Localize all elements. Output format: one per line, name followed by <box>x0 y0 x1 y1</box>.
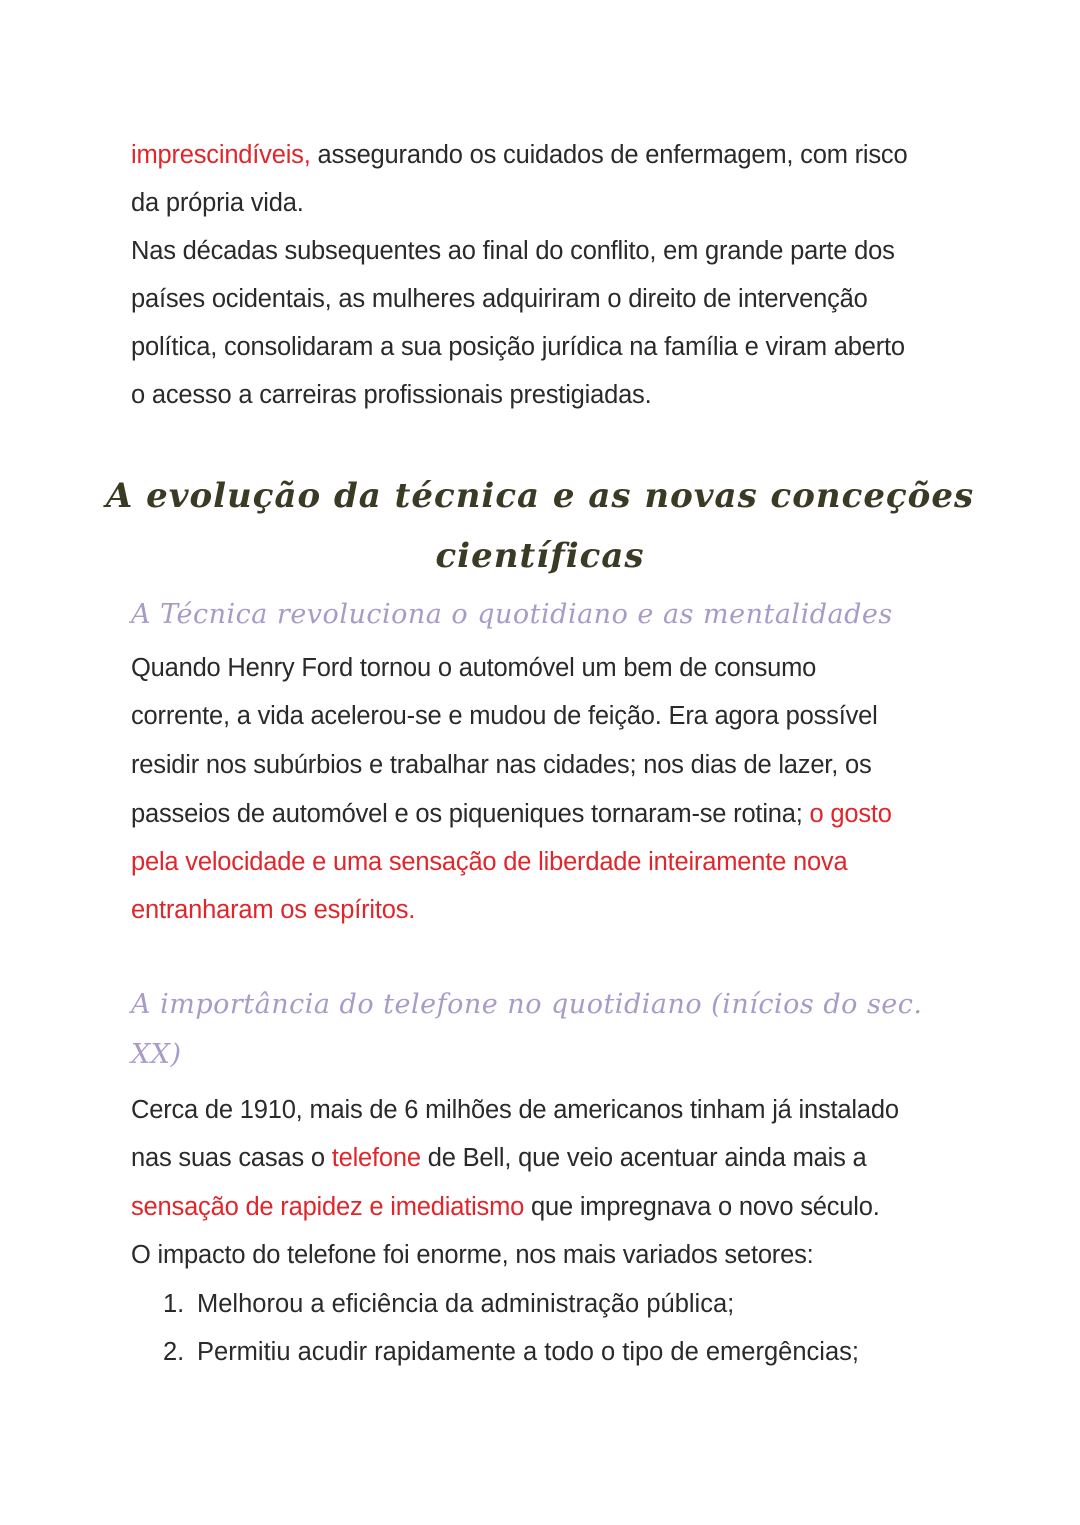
list-number: 1. <box>163 1290 185 1318</box>
section-title-line-2: científicas <box>435 536 645 576</box>
highlight-text: imprescindíveis, <box>131 141 311 169</box>
subheading-technique: A Técnica revoluciona o quotidiano e as mentalidades <box>131 599 893 630</box>
text: passeios de automóvel e os piqueniques tornaram-se rotina; <box>131 800 810 828</box>
text-line: Quando Henry Ford tornou o automóvel um bem de consumo <box>131 654 817 682</box>
text-line: o acesso a carreiras profissionais prestigiadas. <box>131 381 652 409</box>
highlight-text: telefone <box>331 1144 421 1172</box>
text: nas suas casas o <box>131 1144 332 1172</box>
highlight-text: sensação de rapidez e imediatismo <box>131 1193 525 1221</box>
section-title: A evolução da técnica e as novas conceções <box>105 476 975 516</box>
text-line: países ocidentais, as mulheres adquiriram o direito de intervenção <box>131 285 868 313</box>
text-line: Cerca de 1910, mais de 6 milhões de americanos tinham já instalado <box>131 1096 899 1124</box>
list-number: 2. <box>163 1338 185 1366</box>
text-line <box>131 140 907 170</box>
text-line: O impacto do telefone foi enorme, nos mais variados setores: <box>131 1241 814 1269</box>
subheading-telephone-line-2: XX) <box>131 1039 182 1070</box>
subheading-telephone: A importância do telefone no quotidiano (inícios do sec. <box>131 989 923 1020</box>
text-line <box>131 799 892 829</box>
text: que impregnava o novo século. <box>524 1193 880 1221</box>
text: de Bell, que veio acentuar ainda mais a <box>420 1144 867 1172</box>
text-line: Nas décadas subsequentes ao final do conflito, em grande parte dos <box>131 237 895 265</box>
highlight-line: pela velocidade e uma sensação de liberdade inteiramente nova <box>131 848 848 876</box>
text-line: da própria vida. <box>131 189 304 217</box>
text-line: política, consolidaram a sua posição jurídica na família e viram aberto <box>131 333 905 361</box>
text-line: corrente, a vida acelerou-se e mudou de feição. Era agora possível <box>131 702 878 730</box>
highlight-text: o gosto <box>809 800 892 828</box>
highlight-line: entranharam os espíritos. <box>131 896 416 924</box>
list-text: Melhorou a eficiência da administração pública; <box>197 1290 735 1318</box>
text-line <box>131 1143 867 1173</box>
text: assegurando os cuidados de enfermagem, com risco <box>310 141 908 169</box>
text-line: residir nos subúrbios e trabalhar nas cidades; nos dias de lazer, os <box>131 751 872 779</box>
text-line <box>131 1192 880 1222</box>
list-text: Permitiu acudir rapidamente a todo o tipo de emergências; <box>197 1338 859 1366</box>
